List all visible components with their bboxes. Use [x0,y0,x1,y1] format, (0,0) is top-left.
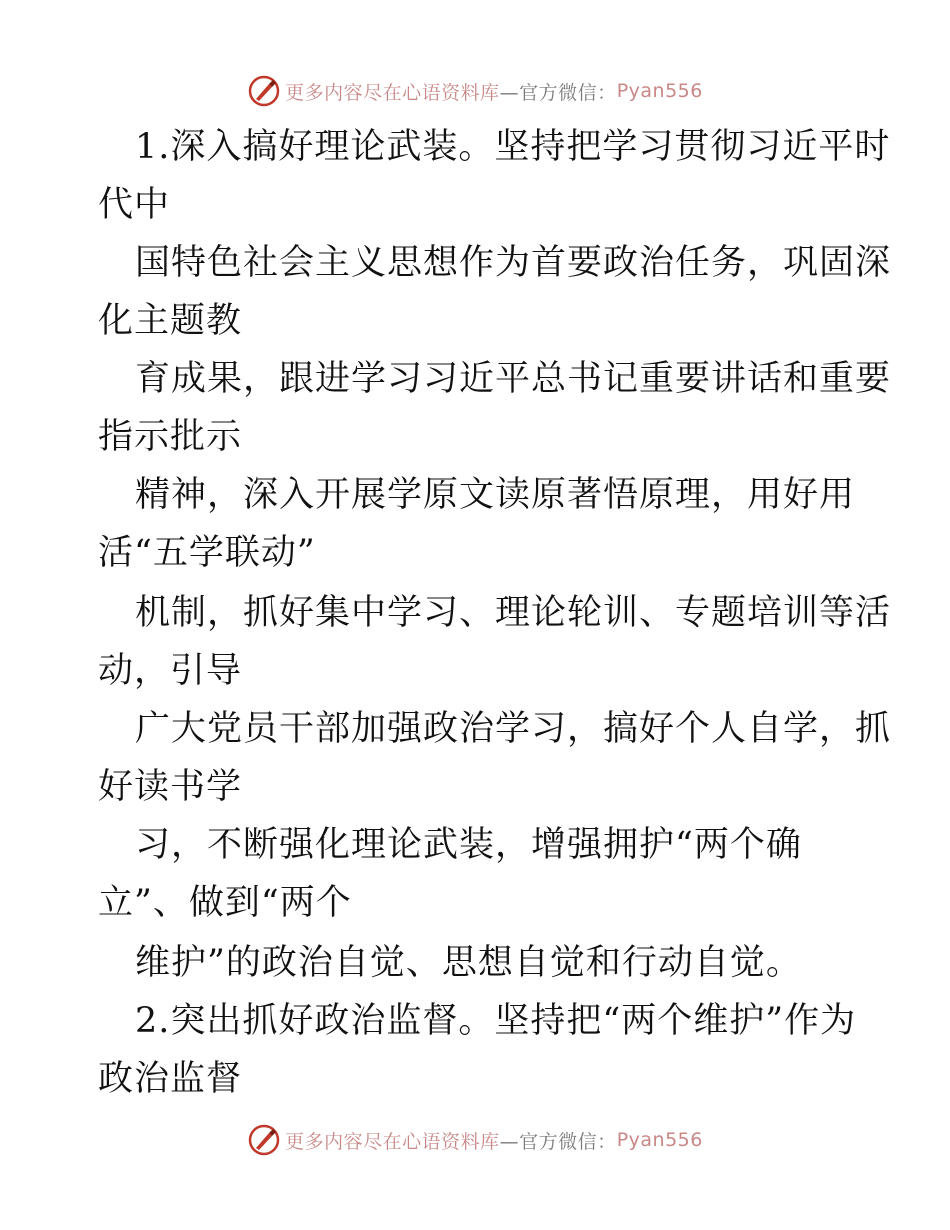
watermark-separator: —官方微信： [499,81,617,104]
text-line-15: 维护”的政治自觉、思想自觉和行动自觉。 [135,943,802,983]
text-line-6: 指示批示 [98,417,243,457]
text-line-16: 2.突出抓好政治监督。坚持把“两个维护”作为 [135,1001,857,1041]
text-line-9: 机制，抓好集中学习、理论轮训、专题培训等活 [135,593,892,633]
text-line-5: 育成果，跟进学习习近平总书记重要讲话和重要 [135,359,892,399]
watermark-separator: —官方微信： [499,1130,617,1153]
footer-watermark [0,1120,950,1160]
watermark-wechat-id: Pyan556 [616,80,703,102]
text-line-10: 动，引导 [98,651,243,691]
watermark-wechat-id: Pyan556 [616,1129,703,1151]
text-line-13: 习，不断强化理论武装，增强拥护“两个确 [135,825,802,865]
text-line-8: 活“五学联动” [98,533,316,573]
text-line-7: 精神，深入开展学原文读原著悟原理，用好用 [135,475,856,515]
text-line-2: 代中 [98,185,171,225]
text-line-14: 立”、做到“两个 [98,883,352,923]
pen-logo-icon [247,1123,281,1157]
text-line-4: 化主题教 [98,301,243,341]
text-line-12: 好读书学 [98,767,243,807]
text-line-1: 1.深入搞好理论武装。坚持把学习贯彻习近平时 [135,127,891,167]
watermark-brand: 更多内容尽在心语资料库 [285,1130,500,1153]
watermark-brand: 更多内容尽在心语资料库 [285,81,500,104]
text-line-3: 国特色社会主义思想作为首要政治任务，巩固深 [135,243,892,283]
text-line-11: 广大党员干部加强政治学习，搞好个人自学，抓 [135,709,892,749]
text-line-17: 政治监督 [98,1059,243,1099]
